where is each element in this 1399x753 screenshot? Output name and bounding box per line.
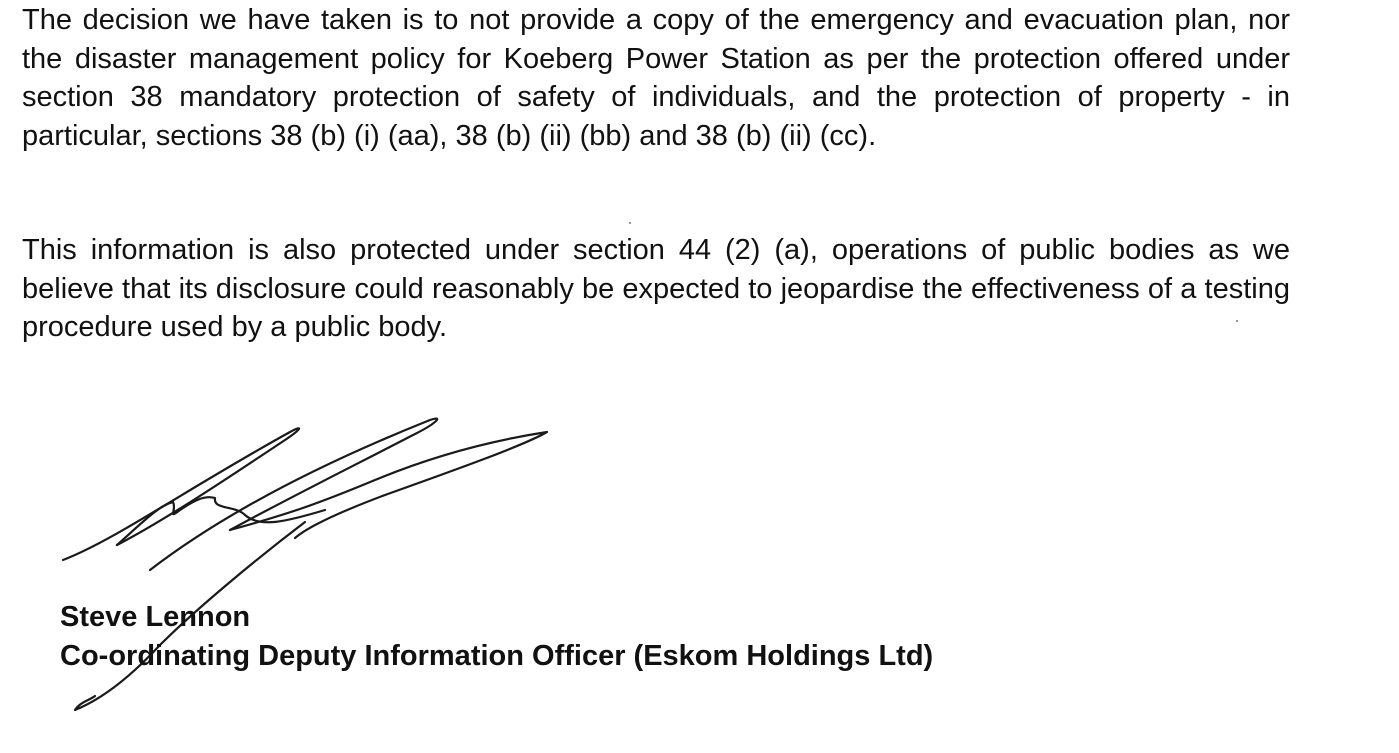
body-paragraph-protection: This information is also protected under section 44 (2) (a), operations of public bodies as we believe that its disclosure could reasonably be expected to jeopardise the effectiveness of a testing procedure used by a public body. xyxy=(22,234,1290,343)
body-paragraph-decision: The decision we have taken is to not provide a copy of the emergency and evacuation plan, nor the disaster management policy for Koeberg Power Station as per the protection offered under section 38 mandatory protection of safety of individuals, and the protection of property - in particular, sections 38 (b) (i) (aa), 38 (b) (ii) (bb) and 38 (b) (ii) (cc). xyxy=(22,4,1290,152)
signature-block xyxy=(60,598,933,675)
scan-speck xyxy=(1236,320,1238,322)
handwritten-signature-icon xyxy=(55,410,575,730)
signatory-name: Steve Lennon xyxy=(60,601,251,633)
signatory-title: Co-ordinating Deputy Information Officer (Eskom Holdings Ltd) xyxy=(60,639,934,672)
scan-speck xyxy=(629,222,631,224)
